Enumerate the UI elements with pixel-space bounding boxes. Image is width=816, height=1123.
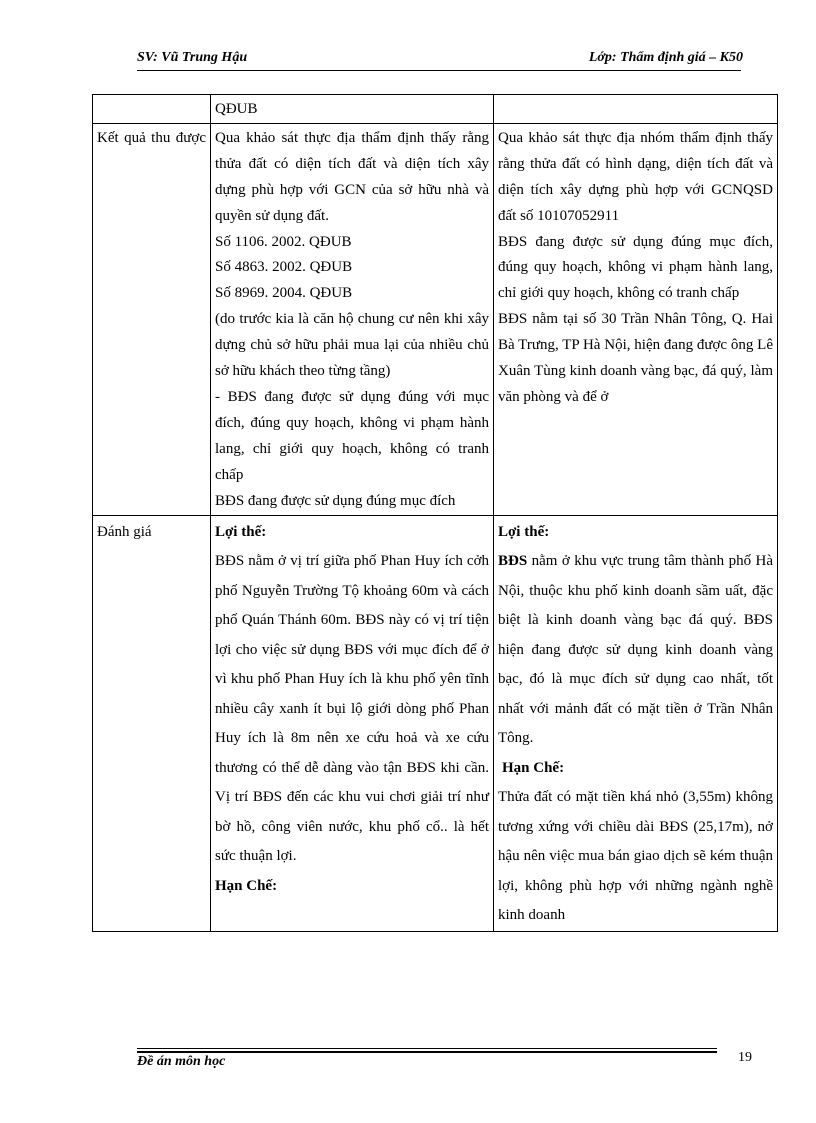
header-rule (137, 70, 741, 71)
paragraph: BĐS nằm tại số 30 Trần Nhân Tông, Q. Hai Bà Trưng, TP Hà Nội, hiện đang được ông Lê Xuân Tùng kinh doanh vàng bạc, đá quý, làm văn phòng và để ở (498, 311, 773, 405)
limitations-heading: Hạn Chế: (215, 877, 278, 894)
table-cell (494, 123, 778, 515)
table-cell (93, 95, 211, 124)
footer-rule (137, 1051, 717, 1053)
table-cell: QĐUB (211, 95, 494, 124)
paragraph: Số 4863. 2002. QĐUB (215, 259, 353, 276)
row-label-evaluation: Đánh giá (93, 515, 211, 931)
table-cell (494, 95, 778, 124)
table-cell (211, 123, 494, 515)
header-student-name: SV: Vũ Trung Hậu (137, 50, 248, 65)
table-row (93, 95, 778, 124)
paragraph: (do trước kia là căn hộ chung cư nên khi xây dựng chủ sở hữu phải mua lại của nhiều chủ sở hữu khách theo từng tầng) (215, 311, 489, 380)
paragraph: BĐS đang được sử dụng đúng mục đích (215, 492, 456, 509)
bold-lead: BĐS (498, 553, 528, 569)
advantages-heading: Lợi thế: (215, 523, 267, 540)
footer-rule (137, 1048, 717, 1049)
page-number: 19 (738, 1050, 752, 1065)
paragraph: Số 8969. 2004. QĐUB (215, 285, 353, 302)
paragraph: Qua khảo sát thực địa nhóm thẩm định thấy rằng thửa đất có hình dạng, diện tích đất và diện tích xây dựng phù hợp với GCNQSD đất số 10107052911 (498, 129, 773, 224)
paragraph: - BĐS đang được sử dụng đúng với mục đích, đúng quy hoạch, không vi phạm hành lang, chỉ giới quy hoạch, không có tranh chấp (215, 388, 489, 483)
header-class-name: Lớp: Thẩm định giá – K50 (588, 50, 743, 65)
table-cell (494, 515, 778, 931)
paragraph: BĐS đang được sử dụng đúng mục đích, đúng quy hoạch, không vi phạm hành lang, chỉ giới quy hoạch, không có tranh chấp (498, 233, 773, 302)
paragraph: Thửa đất có mặt tiền khá nhỏ (3,55m) không tương xứng với chiều dài BĐS (25,17m), nở hậu nên việc mua bán giao dịch sẽ kém thuận lợi, không phù hợp với những ngành nghề kinh doanh (498, 789, 773, 923)
advantages-heading: Lợi thế: (498, 523, 550, 540)
evaluation-table (92, 94, 778, 932)
table-row (93, 515, 778, 931)
footer-title: Đề án môn học (137, 1054, 226, 1069)
row-label-results: Kết quả thu được (93, 123, 211, 515)
paragraph (498, 547, 773, 754)
paragraph: BĐS nằm ở vị trí giữa phố Phan Huy ích cởh phố Nguyễn Trường Tộ khoảng 60m và cách phố Quán Thánh 60m. BĐS này có vị trí tiện lợi cho việc sử dụng BĐS với mục đích để ở vì khu phố Phan Huy ích là khu phố yên tĩnh nhiều cây xanh ít bụi lộ giới dòng phố Phan Huy ích là 8m nên xe cứu hoả và xe cứu thương có thể dễ dàng vào tận BĐS khi cần. Vị trí BĐS đến các khu vui chơi giải trí như bờ hồ, công viên nước, khu phố cổ.. là hết sức thuận lợi. (215, 553, 489, 864)
table-row (93, 123, 778, 515)
paragraph: Qua khảo sát thực địa thẩm định thấy rằng thửa đất có diện tích đất và diện tích xây dựng phù hợp với GCN của sở hữu nhà và quyền sử dụng đất. (215, 129, 489, 224)
paragraph-text: nằm ở khu vực trung tâm thành phố Hà Nội, thuộc khu phố kinh doanh sầm uất, đặc biệt là kinh doanh vàng bạc đá quý. BĐS hiện đang được sử dụng kinh doanh vàng bạc, đó là mục đích sử dụng cao nhất, tốt nhất với mảnh đất có mặt tiền ở Trần Nhân Tông. (498, 553, 773, 746)
limitations-heading: Hạn Chế: (502, 759, 565, 776)
paragraph: Số 1106. 2002. QĐUB (215, 233, 352, 250)
table-cell (211, 515, 494, 931)
